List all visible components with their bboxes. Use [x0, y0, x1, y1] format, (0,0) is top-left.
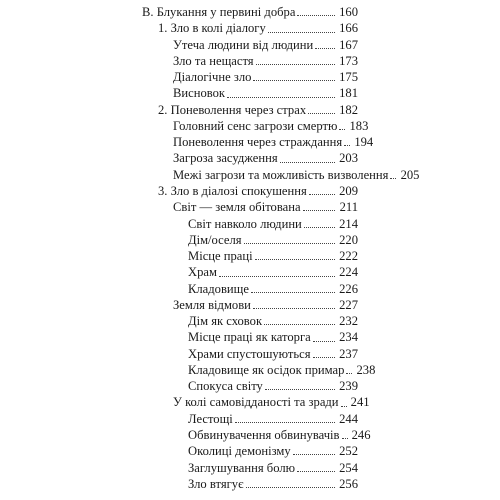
toc-entry-title: 2. Поневолення через страх: [158, 102, 307, 117]
toc-entry-page: 246: [351, 427, 371, 442]
dot-leader: [264, 323, 335, 325]
toc-entry-title: Загроза засудження: [173, 151, 278, 166]
toc-entry-page: 220: [339, 232, 358, 247]
toc-entry-page: 254: [339, 460, 358, 475]
toc-entry-title: 3. Зло в діалозі спокушення: [158, 183, 307, 198]
toc-entry: [188, 362, 376, 378]
toc-entry: [173, 53, 358, 69]
toc-entry-title: Кладовище: [188, 281, 249, 296]
toc-entry-title: Головний сенс загрози смертю: [173, 118, 338, 133]
toc-entry: [188, 427, 371, 443]
toc-entry: [188, 281, 358, 297]
toc-entry-title: Зло та нещастя: [173, 53, 254, 68]
dot-leader: [246, 486, 335, 488]
toc-entry: [173, 85, 358, 101]
dot-leader: [304, 226, 335, 228]
toc-entry-page: 227: [339, 297, 358, 312]
toc-entry: [173, 394, 370, 410]
toc-entry-title: Поневолення через страждання: [173, 135, 343, 150]
toc-entry-page: 234: [339, 330, 358, 345]
toc-entry-title: Діалогічне зло: [173, 70, 252, 85]
toc-entry-title: Храми спустошуються: [188, 346, 311, 361]
toc-entry-title: Обвинувачення обвинувачів: [188, 427, 340, 442]
toc-entry: [173, 37, 358, 53]
toc-entry: [173, 167, 420, 183]
dot-leader: [268, 31, 335, 33]
toc-entry: [188, 378, 358, 394]
toc-entry-title: Висновок: [173, 86, 226, 101]
toc-entry: [188, 329, 358, 345]
toc-entry: [188, 476, 358, 492]
dot-leader: [253, 307, 335, 309]
toc-entry-page: 222: [339, 249, 358, 263]
toc-entry-page: 224: [339, 265, 358, 280]
toc-entry: [142, 4, 358, 20]
toc-entry-page: 175: [339, 70, 358, 85]
dot-leader: [255, 258, 335, 260]
toc-entry-page: 214: [339, 216, 358, 231]
toc-entry-title: Утеча людини від людини: [173, 37, 314, 52]
dot-leader: [297, 470, 335, 472]
toc-entry-page: 182: [339, 102, 358, 117]
toc-entry: [158, 20, 358, 36]
toc-entry: [173, 150, 358, 166]
toc-entry-title: Зло втягує: [188, 476, 244, 491]
toc-entry-page: 238: [356, 362, 376, 377]
toc-entry-title: В. Блукання у первині добра: [142, 5, 296, 19]
dot-leader: [219, 275, 335, 277]
toc-entry-page: 232: [339, 314, 358, 329]
toc-entry-title: Місце праці як каторга: [188, 330, 311, 345]
toc-entry-page: 173: [339, 53, 358, 68]
toc-entry-title: Дім/оселя: [188, 232, 242, 247]
toc-entry-title: 1. Зло в колі діалогу: [158, 21, 266, 36]
dot-leader: [235, 421, 335, 423]
dot-leader: [303, 209, 335, 211]
toc-entry-page: 183: [349, 118, 369, 133]
toc-entry: [173, 118, 369, 134]
toc-entry-page: 239: [339, 379, 358, 394]
toc-entry: [188, 460, 358, 476]
toc-entry: [158, 183, 358, 199]
dot-leader: [227, 96, 335, 98]
toc-entry-page: 167: [339, 37, 358, 52]
dot-leader: [315, 47, 335, 49]
dot-leader: [313, 340, 335, 342]
toc-entry: [173, 297, 358, 313]
toc-entry: [188, 216, 358, 232]
toc-entry: [158, 102, 358, 118]
toc-entry-title: Світ навколо людини: [188, 216, 302, 231]
toc-entry-title: У колі самовідданості та зради: [173, 395, 339, 410]
toc-entry-page: 209: [339, 183, 358, 198]
toc-entry-page: 237: [339, 346, 358, 361]
toc-entry: [173, 69, 358, 85]
toc-entry: [188, 313, 358, 329]
toc-entry: [188, 411, 358, 427]
dot-leader: [313, 356, 335, 358]
toc-entry-title: Межі загрози та можливість визволення: [173, 167, 389, 182]
dot-leader: [256, 63, 335, 65]
toc-entry-page: 244: [339, 411, 358, 426]
toc-entry-page: 166: [339, 21, 358, 36]
toc-entry: [188, 346, 358, 362]
toc-entry: [188, 232, 358, 248]
toc-entry-page: 203: [339, 151, 358, 166]
toc-entry: [173, 199, 358, 215]
toc-entry-title: Околиці демонізму: [188, 444, 291, 459]
dot-leader: [293, 453, 335, 455]
toc-entry-page: 252: [339, 444, 358, 459]
toc-entry-title: Заглушування болю: [188, 460, 296, 475]
dot-leader: [251, 291, 335, 293]
toc-entry-page: 226: [339, 281, 358, 296]
toc-entry-page: 211: [339, 200, 358, 215]
toc-entry-title: Світ — земля обітована: [173, 200, 301, 215]
dot-leader: [280, 161, 335, 163]
toc-entry-title: Спокуса світу: [188, 379, 263, 394]
toc-entry-title: Храм: [188, 265, 217, 280]
toc-entry: [188, 264, 358, 280]
toc-entry-page: 241: [350, 395, 370, 410]
toc-entry-page: 160: [339, 5, 358, 19]
toc-entry-title: Лестощі: [188, 411, 233, 426]
dot-leader: [265, 388, 335, 390]
toc-entry: [173, 134, 374, 150]
toc-entry-page: 194: [354, 135, 374, 150]
toc-entry-page: 256: [339, 476, 358, 491]
dot-leader: [244, 242, 335, 244]
toc-entry-page: 205: [400, 167, 420, 182]
dot-leader: [297, 14, 335, 16]
toc-entry-title: Місце праці: [188, 249, 253, 263]
toc-entry-page: 181: [339, 86, 358, 101]
dot-leader: [309, 193, 335, 195]
toc-entry: [188, 248, 358, 264]
toc-entry-title: Кладовище як осідок примар: [188, 362, 345, 377]
dot-leader: [308, 112, 335, 114]
toc-entry-title: Земля відмови: [173, 297, 251, 312]
toc-entry-title: Дім як сховок: [188, 314, 263, 329]
dot-leader: [253, 79, 335, 81]
toc-entry: [188, 443, 358, 459]
